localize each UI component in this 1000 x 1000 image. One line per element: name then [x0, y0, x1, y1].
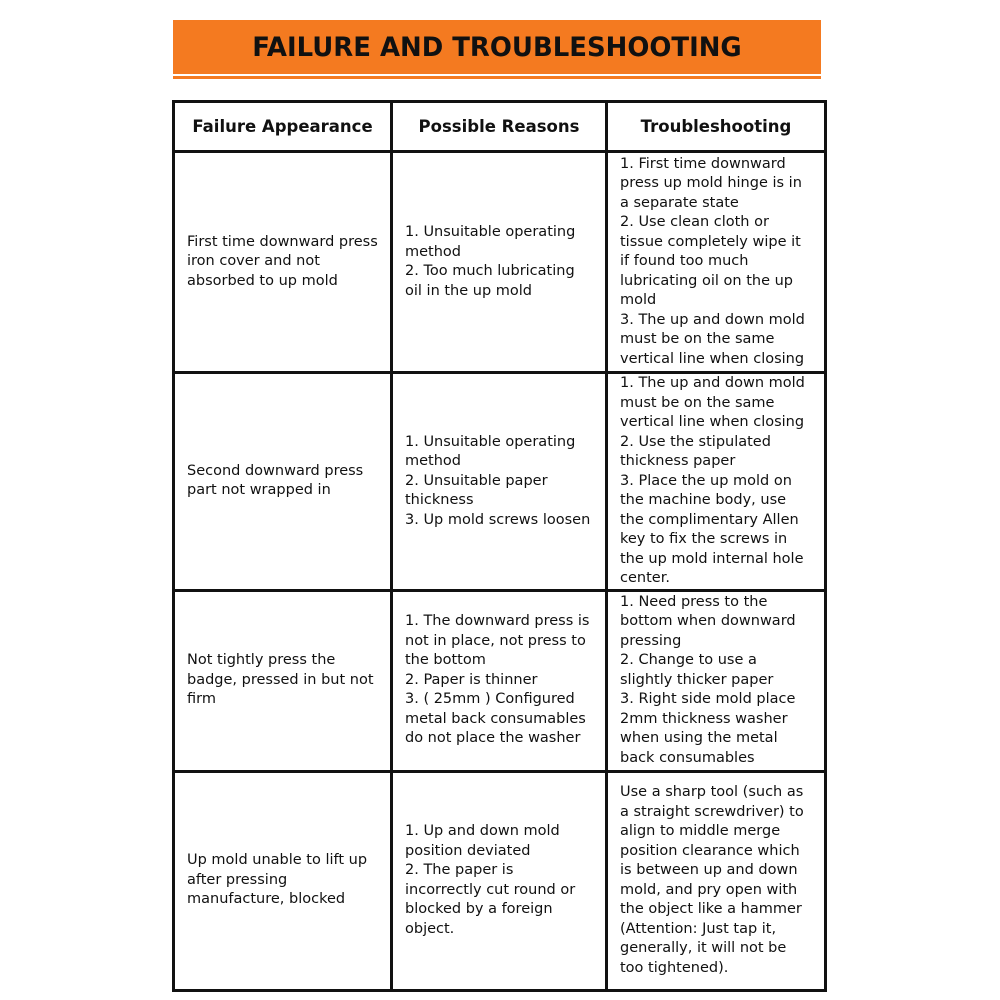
title-underline	[173, 76, 821, 79]
troubleshooting-cell: Use a sharp tool (such as a straight screwdriver) to align to middle merge position clearance which is between up and down mold, and pry open with the object like a hammer (Attention: Just tap it, generally, it will not be too tightened).	[607, 771, 826, 990]
troubleshooting-cell: 1. The up and down mold must be on the same vertical line when closing 2. Use the stipulated thickness paper 3. Place the up mold on the machine body, use the complimentary Allen key to fix the screws in the up mold internal hole center.	[607, 373, 826, 591]
failure-cell: Up mold unable to lift up after pressing manufacture, blocked	[174, 771, 392, 990]
troubleshooting-cell: 1. Need press to the bottom when downward pressing 2. Change to use a slightly thicker paper 3. Right side mold place 2mm thickness washer when using the metal back consumables	[607, 590, 826, 771]
table-row	[174, 590, 826, 771]
table-row	[174, 771, 826, 990]
reasons-cell: 1. The downward press is not in place, not press to the bottom 2. Paper is thinner 3. ( 25mm ) Configured metal back consumables do not place the washer	[392, 590, 607, 771]
table-row	[174, 373, 826, 591]
title-banner	[173, 20, 821, 74]
reasons-cell: 1. Unsuitable operating method 2. Unsuitable paper thickness 3. Up mold screws loosen	[392, 373, 607, 591]
table-row	[174, 152, 826, 373]
page-title: FAILURE AND TROUBLESHOOTING	[252, 31, 742, 63]
header-troubleshooting: Troubleshooting	[607, 102, 826, 152]
reasons-cell: 1. Unsuitable operating method 2. Too much lubricating oil in the up mold	[392, 152, 607, 373]
failure-cell: Second downward press part not wrapped in	[174, 373, 392, 591]
troubleshooting-table	[172, 100, 827, 992]
header-possible-reasons: Possible Reasons	[392, 102, 607, 152]
failure-cell: First time downward press iron cover and not absorbed to up mold	[174, 152, 392, 373]
header-row	[174, 102, 826, 152]
failure-cell: Not tightly press the badge, pressed in but not firm	[174, 590, 392, 771]
troubleshooting-cell: 1. First time downward press up mold hinge is in a separate state 2. Use clean cloth or tissue completely wipe it if found too much lubricating oil on the up mold 3. The up and down mold must be on the same vertical line when closing	[607, 152, 826, 373]
header-failure-appearance: Failure Appearance	[174, 102, 392, 152]
reasons-cell: 1. Up and down mold position deviated 2. The paper is incorrectly cut round or blocked by a foreign object.	[392, 771, 607, 990]
